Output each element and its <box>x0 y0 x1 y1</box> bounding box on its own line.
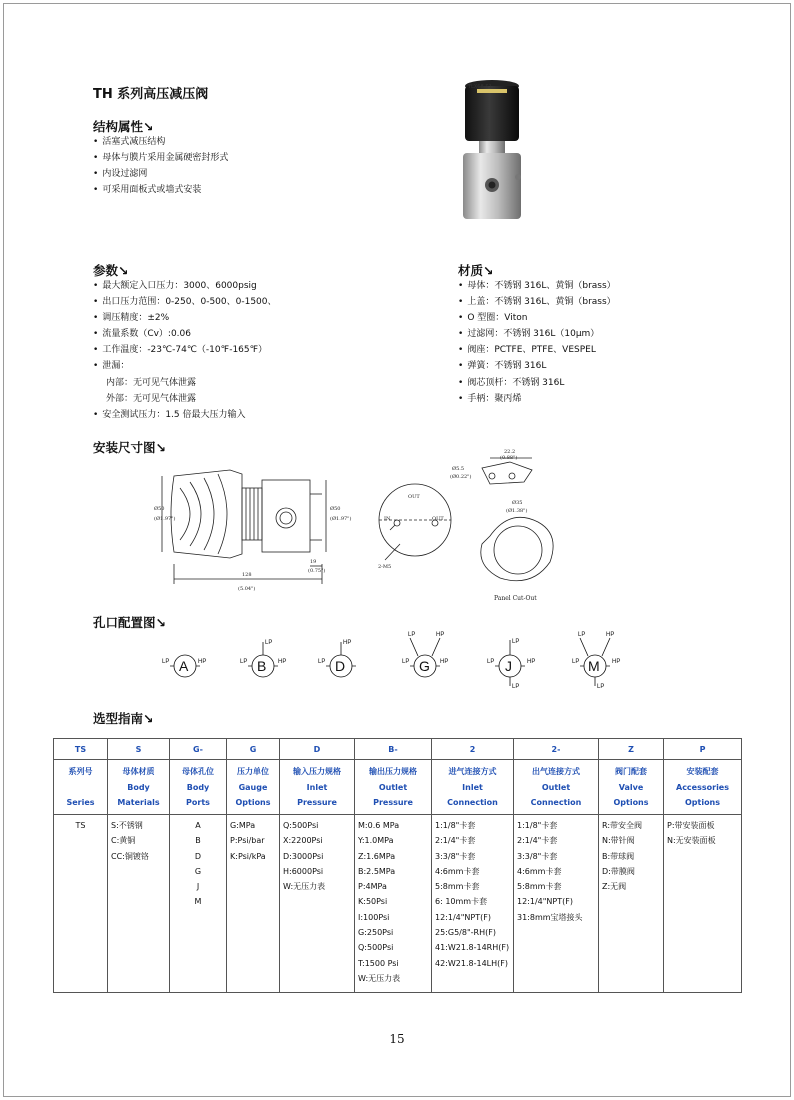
cell-line: 3:3/8"卡套 <box>517 851 558 861</box>
cell-line: W:无压力表 <box>283 882 326 892</box>
svg-text:LP: LP <box>408 632 416 638</box>
list-item: • 上盖：不锈钢 316L、黄铜（brass） <box>458 294 616 310</box>
svg-text:LP: LP <box>162 659 170 665</box>
params-list <box>93 278 277 423</box>
table-cell: 安装配套 Accessories Options <box>664 760 742 815</box>
port-config-a <box>162 655 206 677</box>
list-item: • 流量系数（Cv）:0.06 <box>93 326 277 342</box>
cell-line: D <box>194 851 202 861</box>
table-cell: 输入压力规格 Inlet Pressure <box>280 760 355 815</box>
dim-len-in: (5.04") <box>238 586 256 592</box>
svg-text:LP: LP <box>578 632 586 638</box>
list-item: 外部：无可见气体泄露 <box>106 393 197 404</box>
cell-line: R:带安全阀 <box>602 821 643 830</box>
svg-text:HP: HP <box>440 659 449 665</box>
table-cell <box>432 815 514 993</box>
cell-line: Q:500Psi <box>283 821 319 830</box>
dim-d2-in: (Ø1.97") <box>330 516 352 522</box>
cell-line: 31:8mm宝塔接头 <box>517 912 583 922</box>
cell-line: Q:500Psi <box>358 943 394 953</box>
table-cell <box>108 815 170 993</box>
svg-text:LP: LP <box>240 659 248 665</box>
table-cell: G- <box>170 739 227 760</box>
dim-d1: Ø50 <box>154 506 165 512</box>
list-item: • 内设过滤网 <box>93 166 228 182</box>
svg-text:HP: HP <box>278 659 287 665</box>
cell-line: Z:1.6MPa <box>358 851 396 861</box>
table-row <box>54 760 742 815</box>
cell-line: C:黄铜 <box>111 836 136 846</box>
cell-line: 1:1/8"卡套 <box>435 821 476 830</box>
cell-line: 3:3/8"卡套 <box>435 851 476 861</box>
ports-heading: 孔口配置图↘ <box>93 615 166 630</box>
cell-line: 41:W21.8-14RH(F) <box>435 943 510 953</box>
list-item: 内部：无可见气体泄露 <box>106 377 197 388</box>
dim-w22: 22.2 <box>504 449 516 455</box>
svg-text:M: M <box>588 658 600 674</box>
cell-line: M <box>194 897 202 907</box>
cell-line: D:3000Psi <box>283 851 324 861</box>
side-view <box>162 470 326 584</box>
cell-line: D:带膜阀 <box>602 866 635 876</box>
panel-cutout-label: Panel Cut-Out <box>494 595 537 602</box>
cell-line: S:不锈钢 <box>111 821 143 830</box>
svg-text:HP: HP <box>343 640 352 646</box>
svg-text:HP: HP <box>198 659 207 665</box>
svg-text:LP: LP <box>572 659 580 665</box>
svg-text:LP: LP <box>512 684 520 690</box>
cell-line: 12:1/4"NPT(F) <box>435 912 491 922</box>
svg-text:B: B <box>257 658 267 674</box>
cell-line: CC:铜镀铬 <box>111 851 149 861</box>
svg-text:HP: HP <box>527 659 536 665</box>
list-item: • 弹簧：不锈钢 316L <box>458 358 616 374</box>
selection-heading: 选型指南↘ <box>93 711 154 726</box>
port-out2-label: OUT <box>432 516 444 522</box>
cell-line: 42:W21.8-14LH(F) <box>435 958 508 968</box>
cell-line: P:Psi/bar <box>230 836 265 846</box>
cell-line: W:无压力表 <box>358 973 401 983</box>
list-item: • 最大额定入口压力：3000、6000psig <box>93 278 277 294</box>
dim-w19: 19 <box>310 559 317 565</box>
table-cell <box>514 815 599 993</box>
list-item: • 阀座：PCTFE、PTFE、VESPEL <box>458 342 616 358</box>
table-row <box>54 815 742 993</box>
selection-table <box>53 738 742 993</box>
cell-line: 5:8mm卡套 <box>435 882 480 892</box>
cell-line: P:带安装面板 <box>667 821 715 830</box>
list-item: • O 型圈：Viton <box>458 310 616 326</box>
table-cell <box>599 815 664 993</box>
table-cell: 出气连接方式 Outlet Connection <box>514 760 599 815</box>
table-cell: G <box>227 739 280 760</box>
table-cell: 2 <box>432 739 514 760</box>
port-out-label: OUT <box>408 494 420 500</box>
cell-line: P:4MPa <box>358 882 387 892</box>
product-photo <box>455 77 529 225</box>
cell-line: K:50Psi <box>358 897 388 907</box>
dim-cut-in: (Ø1.38") <box>506 508 528 514</box>
list-item: • 母体：不锈钢 316L、黄铜（brass） <box>458 278 616 294</box>
cell-line: K:Psi/kPa <box>230 851 266 861</box>
cell-line: Y:1.0MPa <box>358 836 394 846</box>
svg-text:LP: LP <box>318 659 326 665</box>
bottom-view-labels <box>378 494 444 570</box>
dim-w19-in: (0.75") <box>308 568 326 574</box>
table-cell: D <box>280 739 355 760</box>
cell-line: 4:6mm卡套 <box>517 866 562 876</box>
table-cell: 母体材质 Body Materials <box>108 760 170 815</box>
list-item: • 工作温度：-23℃-74℃（-10℉-165℉） <box>93 342 277 358</box>
page-number: 15 <box>389 1032 405 1046</box>
port-in-label: IN <box>384 516 391 522</box>
table-cell <box>227 815 280 993</box>
cell-line: Z:无阀 <box>602 882 627 892</box>
table-cell: TS <box>54 739 108 760</box>
svg-text:D: D <box>335 658 346 674</box>
svg-text:LP: LP <box>512 639 520 645</box>
list-item: • 安全测试压力：1.5 倍最大压力输入 <box>93 407 277 423</box>
table-cell: P <box>664 739 742 760</box>
cell-line: N:无安装面板 <box>667 836 716 846</box>
svg-text:HP: HP <box>606 632 615 638</box>
cell-line: G:250Psi <box>358 928 394 938</box>
svg-text:LP: LP <box>487 659 495 665</box>
list-item: • 过滤网：不锈钢 316L（10μm） <box>458 326 616 342</box>
table-cell <box>355 815 432 993</box>
table-cell: 进气连接方式 Inlet Connection <box>432 760 514 815</box>
cell-line: I:100Psi <box>358 912 390 922</box>
cell-line: T:1500 Psi <box>358 958 399 968</box>
table-cell <box>280 815 355 993</box>
table-cell <box>664 815 742 993</box>
list-item: • 可采用面板式或墙式安装 <box>93 182 228 198</box>
dim-len: 128 <box>242 572 252 578</box>
dim-hole: Ø5.5 <box>452 466 465 472</box>
list-item: • 活塞式减压结构 <box>93 134 228 150</box>
dim-cut: Ø35 <box>512 500 523 506</box>
svg-text:LP: LP <box>597 684 605 690</box>
table-cell: Z <box>599 739 664 760</box>
table-cell: 阀门配套 Valve Options <box>599 760 664 815</box>
cell-line: 25:G5/8"-RH(F) <box>435 928 496 938</box>
install-dimension-drawing <box>154 448 580 608</box>
table-row <box>54 739 742 760</box>
cell-line: X:2200Psi <box>283 836 323 846</box>
cell-line: G:MPa <box>230 821 256 830</box>
port-config-d <box>318 640 356 677</box>
cell-line: B:带球阀 <box>602 851 635 861</box>
dim-d2: Ø50 <box>330 506 341 512</box>
svg-text:HP: HP <box>612 659 621 665</box>
table-cell: S <box>108 739 170 760</box>
port-configuration-diagrams <box>160 626 640 690</box>
install-heading: 安装尺寸图↘ <box>93 440 166 455</box>
dim-d1-in: (Ø1.97") <box>154 516 176 522</box>
cell-line: TS <box>75 821 86 830</box>
svg-text:LP: LP <box>402 659 410 665</box>
params-heading: 参数↘ <box>93 263 129 278</box>
cell-line: 6: 10mm卡套 <box>435 897 488 907</box>
cell-line: 2:1/4"卡套 <box>435 836 476 846</box>
list-item: • 出口压力范围：0-250、0-500、0-1500、 <box>93 294 277 310</box>
structure-list <box>93 134 228 198</box>
cell-line: H:6000Psi <box>283 866 324 876</box>
cell-line: A <box>195 821 201 830</box>
dim-hole-in: (Ø0.22") <box>450 474 472 480</box>
cell-line: 4:6mm卡套 <box>435 866 480 876</box>
list-item: • 母体与膜片采用金属硬密封形式 <box>93 150 228 166</box>
panel-cutout <box>481 458 553 581</box>
cell-line: M:0.6 MPa <box>358 821 400 830</box>
svg-text:HP: HP <box>436 632 445 638</box>
port-config-m <box>572 632 620 690</box>
table-cell: 系列号 Series <box>54 760 108 815</box>
port-config-j <box>487 639 535 690</box>
cell-line: N:带针阀 <box>602 836 635 846</box>
cell-line: B <box>195 836 201 846</box>
cell-line: J <box>196 882 200 892</box>
list-item: • 泄漏： <box>93 358 277 374</box>
dim-w22-in: (0.88") <box>500 455 518 461</box>
panel-labels <box>450 449 537 602</box>
material-heading: 材质↘ <box>458 263 494 278</box>
table-cell: B- <box>355 739 432 760</box>
table-cell <box>170 815 227 993</box>
svg-text:G: G <box>419 658 430 674</box>
cell-line: 1:1/8"卡套 <box>517 821 558 830</box>
list-item: • 阀芯顶杆：不锈钢 316L <box>458 375 616 391</box>
material-list <box>458 278 616 407</box>
port-config-b <box>240 640 286 677</box>
list-item: • 调压精度：±2% <box>93 310 277 326</box>
page-title: TH 系列高压减压阀 <box>93 87 209 102</box>
table-cell <box>54 815 108 993</box>
svg-text:J: J <box>505 658 512 674</box>
list-item: • 手柄：聚丙烯 <box>458 391 616 407</box>
table-cell: 输出压力规格 Outlet Pressure <box>355 760 432 815</box>
table-cell: 2- <box>514 739 599 760</box>
svg-text:A: A <box>179 658 189 674</box>
table-cell: 压力单位 Gauge Options <box>227 760 280 815</box>
svg-text:LP: LP <box>265 640 273 646</box>
port-config-g <box>402 632 448 677</box>
cell-line: B:2.5MPa <box>358 866 396 876</box>
cell-line: 2:1/4"卡套 <box>517 836 558 846</box>
cell-line: 5:8mm卡套 <box>517 882 562 892</box>
structure-heading: 结构属性↘ <box>93 119 154 134</box>
product-label: TLX68-S1 <box>468 84 492 90</box>
dim-screw: 2-M5 <box>378 564 392 570</box>
table-cell: 母体孔位 Body Ports <box>170 760 227 815</box>
cell-line: G <box>194 866 202 876</box>
cell-line: 12:1/4"NPT(F) <box>517 897 573 907</box>
